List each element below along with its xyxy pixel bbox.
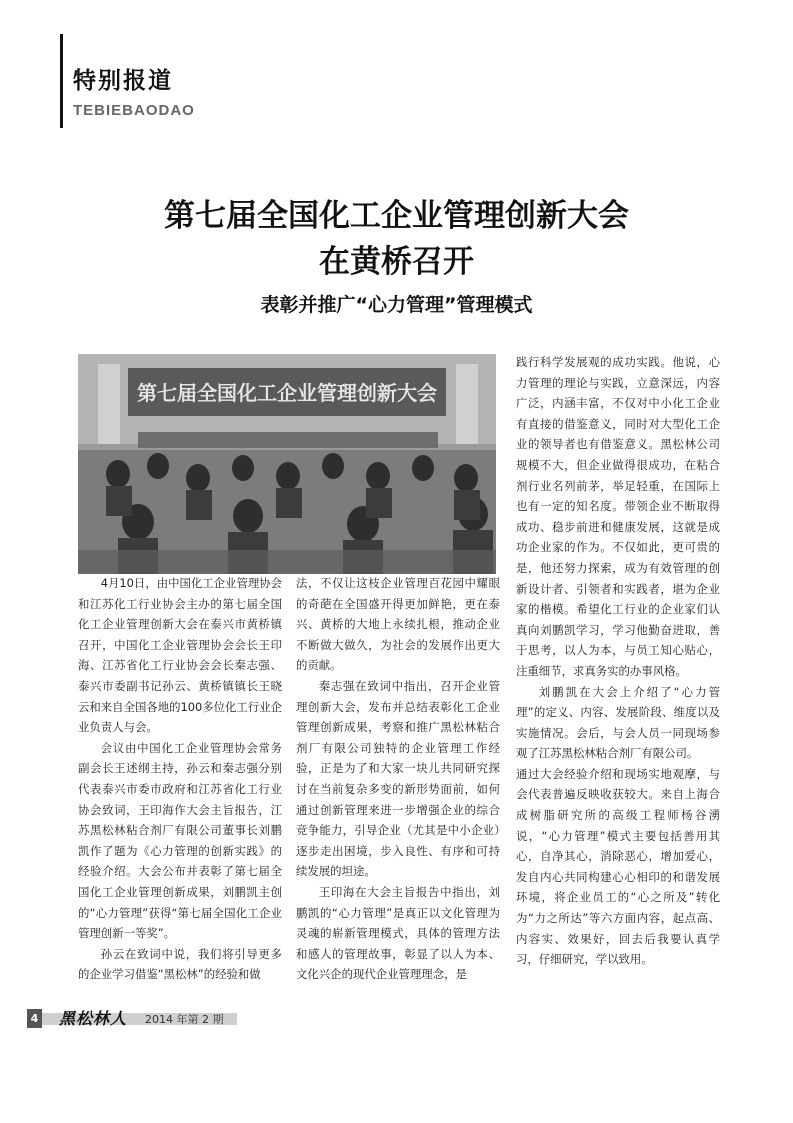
section-title: 特别报道 [73,68,173,94]
page-number: 4 [27,1009,42,1028]
paragraph: 会议由中国化工企业管理协会常务副会长王述纲主持，孙云和秦志强分别代表泰兴市委市政府和江苏省化工行业协会致词，王印海作大会主旨报告，江苏黑松林粘合剂厂有限公司董事长刘鹏凯作了题为《心力管理的创新实践》的经验介绍。大会公布并表彰了第七届全国化工企业管理创新成果，刘鹏凯主创的“心力管理”获得“第七届全国化工企业管理创新一等奖”。 [78,740,282,941]
page-footer [27,1009,235,1028]
paragraph: 秦志强在致词中指出，召开企业管理创新大会，发布并总结表彰化工企业管理创新成果，考察和推广黑松林粘合剂厂有限公司独特的企业管理工作经验，正是为了和大家一块儿共同研究探讨在当前复杂多变的新形势面前，如何通过创新管理来进一步增强企业的综合竞争能力，引导企业（尤其是中小企业）逐步走出困境，步入良性、有序和可持续发展的坦途。 [296,678,500,879]
conference-photo [78,354,496,574]
paragraph: 4月10日，由中国化工企业管理协会和江苏化工行业协会主办的第七届全国化工企业管理创新大会在泰兴市黄桥镇召开，中国化工企业管理协会会长王印海、江苏省化工行业协会会长秦志强、泰兴市委副书记孙云、黄桥镇镇长王晓云和来自全国各地的100多位化工行业企业负责人与会。 [78,576,283,735]
magazine-logo: 黑松林人 [59,1009,128,1028]
article-column-2 [296,573,500,985]
headline-line-1: 第七届全国化工企业管理创新大会 [164,198,629,234]
paragraph: 刘鹏凯在大会上介绍了“心力管理”的定义、内容、发展阶段、维度以及实施情况。会后，与会人员一同现场参观了江苏黑松林粘合剂厂有限公司。 [516,684,720,761]
article-column-3 [516,352,720,970]
section-bar [60,34,63,128]
section-pinyin: TEBIEBAODAO [73,102,195,119]
banner-text: 第七届全国化工企业管理创新大会 [137,381,437,405]
paragraph: 法，不仅让这枝企业管理百花园中耀眼的奇葩在全国盛开得更加鲜艳，更在泰兴、黄桥的大地上永续扎根，推动企业不断做大做久，为社会的发展作出更大的贡献。 [296,576,500,673]
conference-photo-illustration [78,354,496,574]
article-column-1 [78,573,282,985]
headline-line-2: 在黄桥召开 [319,244,474,280]
issue-label: 2014 年第 2 期 [145,1013,224,1026]
headline-subtitle: 表彰并推广“心力管理”管理模式 [260,294,533,316]
paragraph: 王印海在大会主旨报告中指出，刘鹏凯的“心力管理”是真正以文化管理为灵魂的崭新管理模式，具体的管理方法和感人的管理故事，彰显了以人为本、文化兴企的现代企业管理理念，是 [296,884,500,982]
paragraph: 践行科学发展观的成功实践。他说，心力管理的理论与实践，立意深远，内容广泛，内涵丰富，不仅对中小化工企业有直接的借鉴意义，同时对大型化工企业的领导者也有借鉴意义。黑松林公司规模不大，但企业做得很成功，在粘合剂行业名列前茅，举足轻重，在国际上也有一定的知名度。带领企业不断取得成功、稳步前进和健康发展，这就是成功企业家的作为。不仅如此，更可贵的是，他还努力探索，成为有效管理的创新设计者、引领者和实践者，堪为企业家的楷模。希望化工行业的企业家们认真向刘鹏凯学习，学习他勤奋进取，善于思考，以人为本，与员工知心贴心，注重细节，求真务实的办事风格。 [516,355,720,678]
paragraph: 孙云在致词中说，我们将引导更多的企业学习借鉴“黑松林”的经验和做 [78,946,282,982]
paragraph: 通过大会经验介绍和现场实地观摩，与会代表普遍反映收获较大。来自上海合成树脂研究所的高级工程师杨谷湧说，“心力管理”模式主要包括善用其心，自净其心，消除恶心，增加爱心，发自内心共同构建心心相印的和谐发展环境，将企业员工的“心之所及”转化为“力之所达”等六方面内容，起点高、内容实、效果好，回去后我要认真学习，仔细研究，学以致用。 [516,766,720,967]
